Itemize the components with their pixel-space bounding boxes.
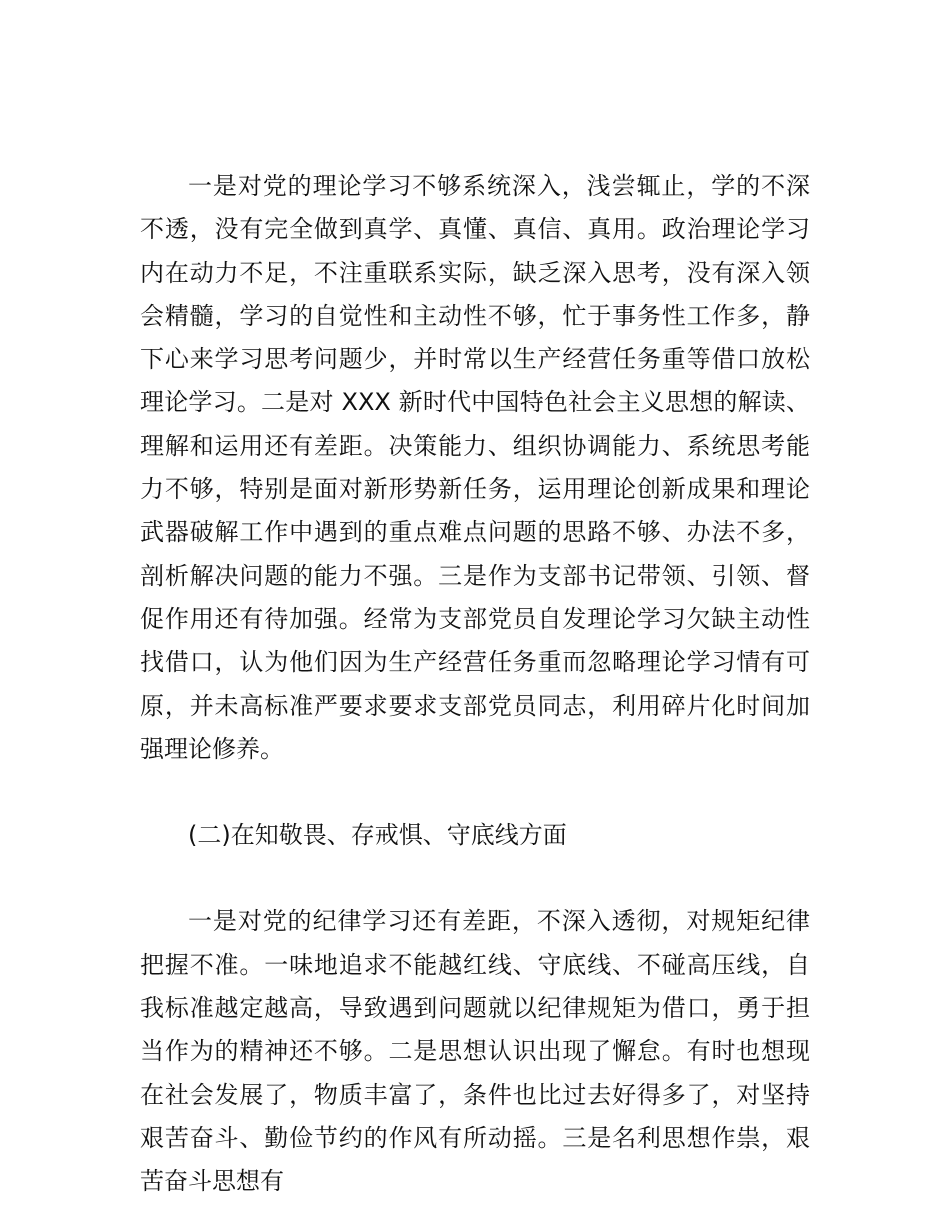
body-paragraph-discipline: 一是对党的纪律学习还有差距，不深入透彻，对规矩纪律把握不准。一味地追求不能越红线、守底线、不碰高压线，自我标准越定越高，导致遇到问题就以纪律规矩为借口，勇于担当作为的精神还不够。二是思想认识出现了懈怠。有时也想现在社会发展了，物质丰富了，条件也比过去好得多了，对坚持艰苦奋斗、勤俭节约的作风有所动摇。三是名利思想作祟，艰苦奋斗思想有 xyxy=(140,907,810,1196)
section-heading: (二)在知敬畏、存戒惧、守底线方面 xyxy=(188,821,567,850)
document-page xyxy=(140,165,810,1204)
body-paragraph-theory-study: 一是对党的理论学习不够系统深入，浅尝辄止，学的不深不透，没有完全做到真学、真懂、真信、真用。政治理论学习内在动力不足，不注重联系实际，缺乏深入思考，没有深入领会精髓，学习的自觉性和主动性不够，忙于事务性工作多，静下心来学习思考问题少，并时常以生产经营任务重等借口放松理论学习。二是对 XXX 新时代中国特色社会主义思想的解读、理解和运用还有差距。决策能力、组织协调能力、系统思考能力不够，特别是面对新形势新任务，运用理论创新成果和理论武器破解工作中遇到的重点难点问题的思路不够、办法不多，剖析解决问题的能力不强。三是作为支部书记带领、引领、督促作用还有待加强。经常为支部党员自发理论学习欠缺主动性找借口，认为他们因为生产经营任务重而忽略理论学习情有可原，并未高标准严要求要求支部党员同志，利用碎片化时间加强理论修养。 xyxy=(140,172,810,763)
